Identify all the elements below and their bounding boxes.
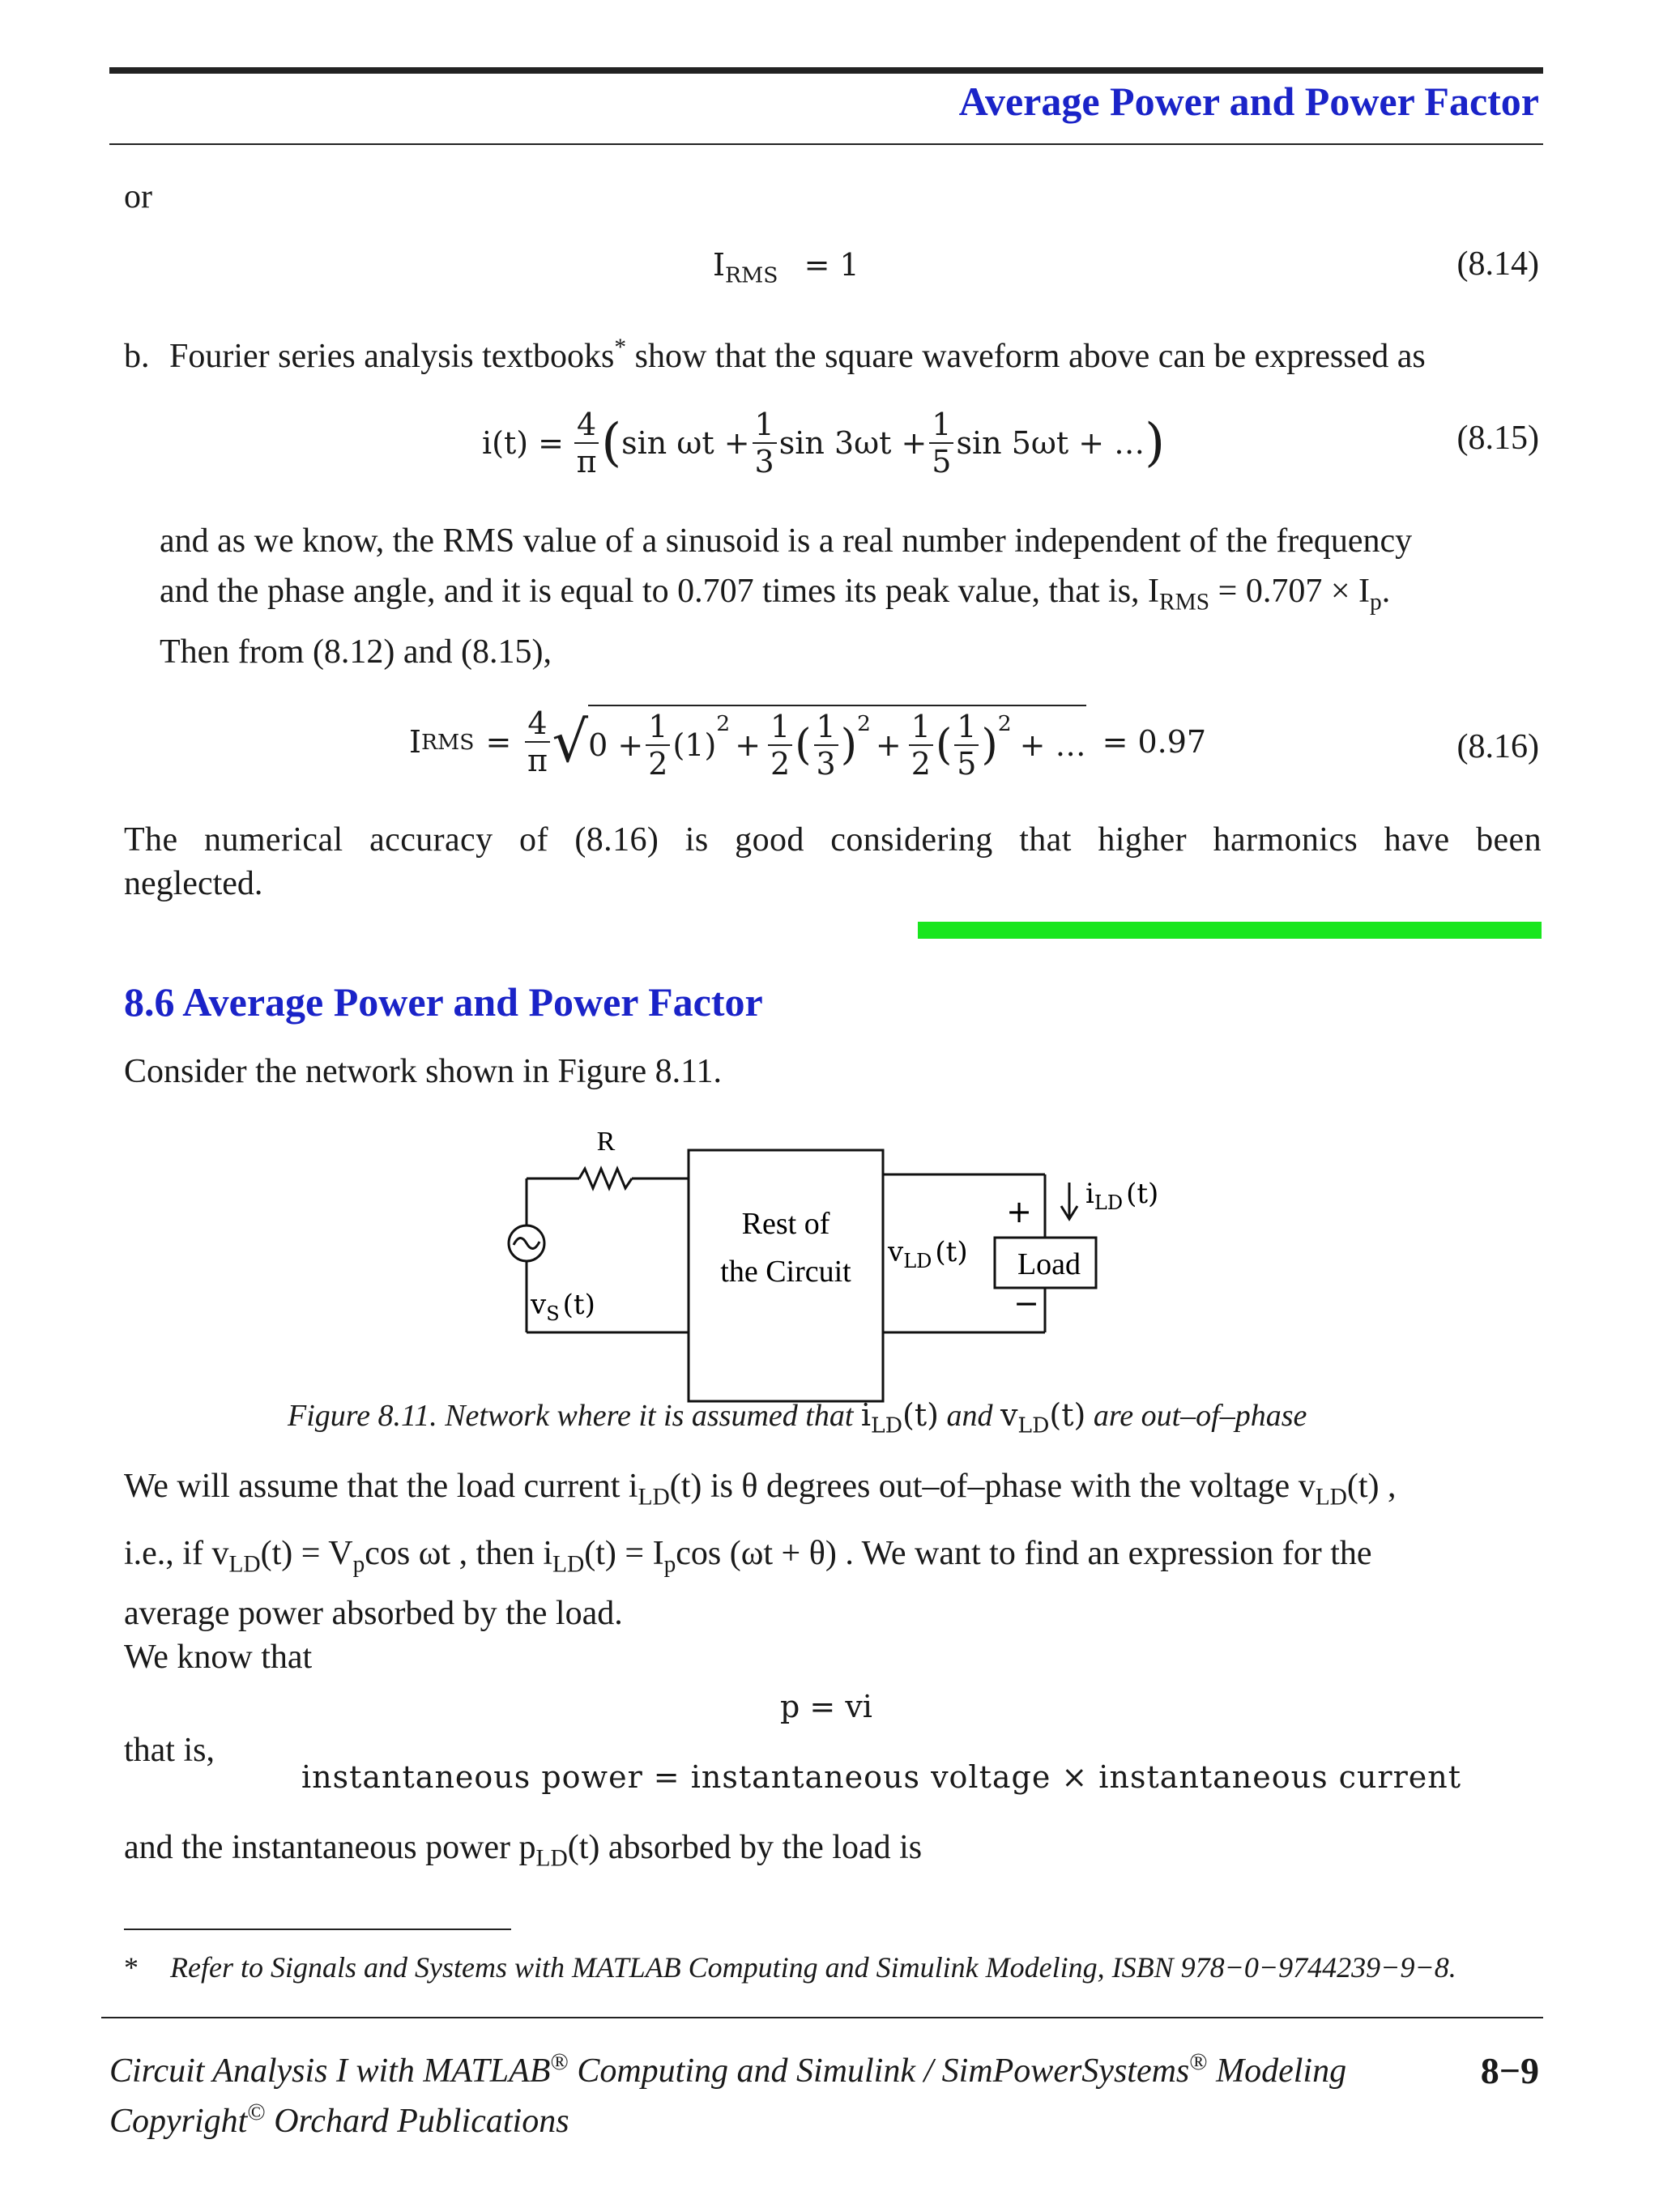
footnote-mark: *	[124, 1951, 139, 1984]
text: and the phase angle, and it is equal to 0.707 times its peak value, that is, I	[160, 573, 1160, 610]
term: 0 +	[588, 727, 644, 763]
denominator: 5	[957, 746, 977, 782]
load-label: Load	[1017, 1247, 1081, 1281]
fraction	[954, 709, 979, 782]
para4-line3: average power absorbed by the load.	[124, 1594, 623, 1632]
text: cos (ωt + θ) . We want to find an expression for the	[676, 1535, 1372, 1573]
sub: p	[663, 1551, 676, 1578]
caption-i	[860, 1397, 939, 1438]
header-bottom-rule	[109, 143, 1543, 145]
paragraph-instantaneous	[124, 1822, 922, 1883]
sqrt-symbol: √	[552, 709, 589, 775]
equation-instantaneous: instantaneous power = instantaneous voltage × instantaneous current	[301, 1759, 1461, 1795]
text: (t) = I	[584, 1535, 664, 1573]
fraction-1-3	[753, 409, 777, 477]
exponent: 2	[997, 711, 1012, 736]
vs-label	[530, 1289, 595, 1325]
sub: LD	[552, 1551, 585, 1578]
footer-text: Orchard Publications	[265, 2103, 569, 2140]
footer-rule	[101, 2017, 1543, 2018]
box-label-line2: the Circuit	[720, 1255, 851, 1289]
eq-lhs-sub: RMS	[725, 262, 778, 288]
sym: (t)	[902, 1397, 939, 1433]
text: (t) ,	[1346, 1468, 1397, 1505]
sub: p	[352, 1551, 365, 1578]
numerator: 1	[954, 711, 979, 746]
footer-line1	[109, 2049, 1346, 2091]
denominator: π	[527, 743, 548, 778]
text: (t) absorbed by the load is	[567, 1829, 923, 1866]
denominator: 2	[770, 746, 791, 782]
footnote-text: Refer to Signals and Systems with MATLAB Computing and Simulink Modeling, ISBN 978−0−9744239−9−8.	[170, 1951, 1456, 1984]
ild-sub: LD	[1094, 1191, 1124, 1214]
para1-line2	[160, 566, 1545, 627]
or-text: or	[124, 178, 152, 215]
para4-line2	[124, 1525, 1546, 1592]
para1-line3: Then from (8.12) and (8.15),	[160, 633, 552, 671]
ild-label	[1085, 1178, 1158, 1214]
term3: sin 5ωt + …	[956, 425, 1145, 461]
paragraph-rms	[160, 516, 1545, 677]
coef-fraction	[574, 409, 599, 477]
paren: )	[981, 721, 998, 769]
footnote	[124, 1950, 1456, 1984]
text: We will assume that the load current i	[124, 1468, 638, 1505]
text: .	[1381, 573, 1391, 610]
box-label-line1: Rest of	[741, 1207, 830, 1241]
caption-text: Figure 8.11. Network where it is assumed that	[288, 1399, 854, 1433]
paren: (	[935, 721, 953, 769]
item-b-text: Fourier series analysis textbooks	[169, 338, 615, 375]
vs-tail: (t)	[562, 1289, 595, 1321]
vld-sub: LD	[903, 1250, 932, 1272]
page-number: 8−9	[1480, 2050, 1539, 2091]
footer-text: Computing and Simulink / SimPowerSystems	[568, 2052, 1190, 2090]
paren: )	[840, 721, 857, 769]
item-b-text2: show that the square waveform above can be expressed as	[634, 338, 1426, 375]
paragraph-accuracy	[124, 818, 1542, 906]
para4-line1	[124, 1458, 1546, 1525]
result: = 0.97	[1102, 724, 1207, 760]
numerator: 1	[768, 711, 792, 746]
term2: sin 3ωt +	[778, 425, 928, 461]
vs-v: v	[531, 1289, 547, 1321]
header-top-rule	[109, 67, 1543, 74]
numerator: 1	[909, 711, 933, 746]
paren: (	[795, 721, 812, 769]
denominator: π	[576, 444, 597, 479]
term: + …	[1019, 727, 1086, 763]
denominator: 2	[648, 746, 668, 782]
right-paren: )	[1145, 413, 1166, 473]
text: i.e., if v	[124, 1535, 229, 1573]
term1: sin ωt +	[621, 425, 750, 461]
item-b-label: b.	[124, 338, 150, 375]
footnote-rule	[124, 1929, 511, 1930]
exponent: 2	[857, 711, 871, 736]
denominator: 3	[754, 444, 774, 479]
equation-number: (8.14)	[1456, 245, 1539, 283]
that-is-text: that is,	[124, 1732, 215, 1769]
highlight-bar	[918, 922, 1542, 939]
sub: LD	[1315, 1484, 1347, 1511]
equation-8-15	[482, 409, 1165, 477]
registered-mark: ®	[550, 2049, 569, 2075]
registered-mark: ®	[1189, 2049, 1208, 2075]
resistor-label: R	[596, 1127, 616, 1157]
sub: LD	[1017, 1413, 1050, 1438]
ild-tail: (t)	[1126, 1178, 1159, 1210]
text: = 0.707 × I	[1209, 573, 1370, 610]
footnote-mark: *	[614, 335, 627, 360]
eq-lhs-sub: RMS	[421, 729, 475, 755]
fraction	[768, 709, 792, 782]
caption-v	[1000, 1397, 1086, 1438]
equation-number: (8.15)	[1456, 420, 1539, 457]
sub: LD	[871, 1413, 903, 1438]
footer-text: Modeling	[1207, 2052, 1347, 2090]
sqrt-body	[588, 705, 1086, 782]
fraction	[909, 709, 933, 782]
header-title: Average Power and Power Factor	[958, 79, 1539, 124]
paragraph-consider: Consider the network shown in Figure 8.11.	[124, 1053, 723, 1090]
sub: LD	[228, 1551, 261, 1578]
footer-text: Circuit Analysis I with MATLAB	[109, 2052, 551, 2090]
paragraph-we-know: We know that	[124, 1639, 313, 1676]
text: (t) is θ degrees out–of–phase with the voltage v	[669, 1468, 1316, 1505]
equals: =	[485, 724, 512, 760]
numerator: 1	[753, 409, 777, 444]
sub: LD	[535, 1845, 568, 1872]
resistor-symbol	[579, 1169, 632, 1188]
plus: +	[735, 727, 761, 763]
caption-text: are out–of–phase	[1093, 1399, 1307, 1433]
sub: RMS	[1159, 589, 1210, 616]
left-paren: (	[601, 413, 622, 473]
paragraph-assume	[124, 1458, 1546, 1634]
vld-v: v	[888, 1236, 904, 1268]
para1-line1: and as we know, the RMS value of a sinusoid is a real number independent of the frequency	[160, 522, 1413, 560]
sub: LD	[638, 1484, 670, 1511]
numerator: 1	[929, 409, 953, 444]
denominator: 3	[816, 746, 836, 782]
copyright-mark: ©	[247, 2099, 266, 2125]
section-title: 8.6 Average Power and Power Factor	[124, 979, 763, 1025]
equation-8-16	[409, 705, 1207, 782]
eq-lhs: I	[713, 247, 726, 283]
numerator: 1	[646, 711, 670, 746]
vs-sub: S	[546, 1302, 560, 1325]
text: (t) = V	[260, 1535, 353, 1573]
caption-text: and	[946, 1399, 993, 1433]
fraction	[646, 709, 670, 782]
minus-sign: −	[1013, 1285, 1039, 1321]
eq-lhs: i(t) =	[482, 425, 564, 461]
fraction	[814, 709, 838, 782]
sym: v	[1000, 1397, 1018, 1433]
circuit-figure	[478, 1122, 1207, 1413]
para2-line2: neglected.	[124, 865, 263, 902]
eq-lhs: I	[409, 724, 422, 760]
plus: +	[875, 727, 902, 763]
sym: i	[860, 1397, 872, 1433]
denominator: 2	[911, 746, 931, 782]
eq-rhs: = 1	[804, 247, 859, 283]
sym: (t)	[1049, 1397, 1086, 1433]
figure-caption	[288, 1397, 1307, 1438]
equation-p-vi: p = vi	[780, 1689, 872, 1724]
item-b	[124, 322, 1426, 381]
coef-fraction	[525, 705, 549, 778]
footer-text: Copyright	[109, 2103, 248, 2140]
equation-8-14	[713, 247, 859, 288]
term: (1)	[672, 727, 717, 763]
vld-label	[887, 1236, 968, 1272]
footer-line2	[109, 2099, 569, 2141]
vld-tail: (t)	[935, 1236, 968, 1268]
para2-line1: The numerical accuracy of (8.16) is good considering that higher harmonics have been	[124, 821, 1542, 859]
numerator: 4	[525, 708, 549, 743]
equation-number: (8.16)	[1456, 728, 1539, 765]
text: and the instantaneous power p	[124, 1829, 536, 1866]
plus-sign: +	[1006, 1194, 1032, 1230]
numerator: 4	[574, 409, 599, 444]
sub: p	[1370, 589, 1382, 616]
exponent: 2	[716, 711, 731, 736]
text: cos ωt , then i	[365, 1535, 553, 1573]
numerator: 1	[814, 711, 838, 746]
fraction-1-5	[929, 409, 953, 477]
ild-i: i	[1085, 1178, 1094, 1210]
denominator: 5	[932, 444, 952, 479]
